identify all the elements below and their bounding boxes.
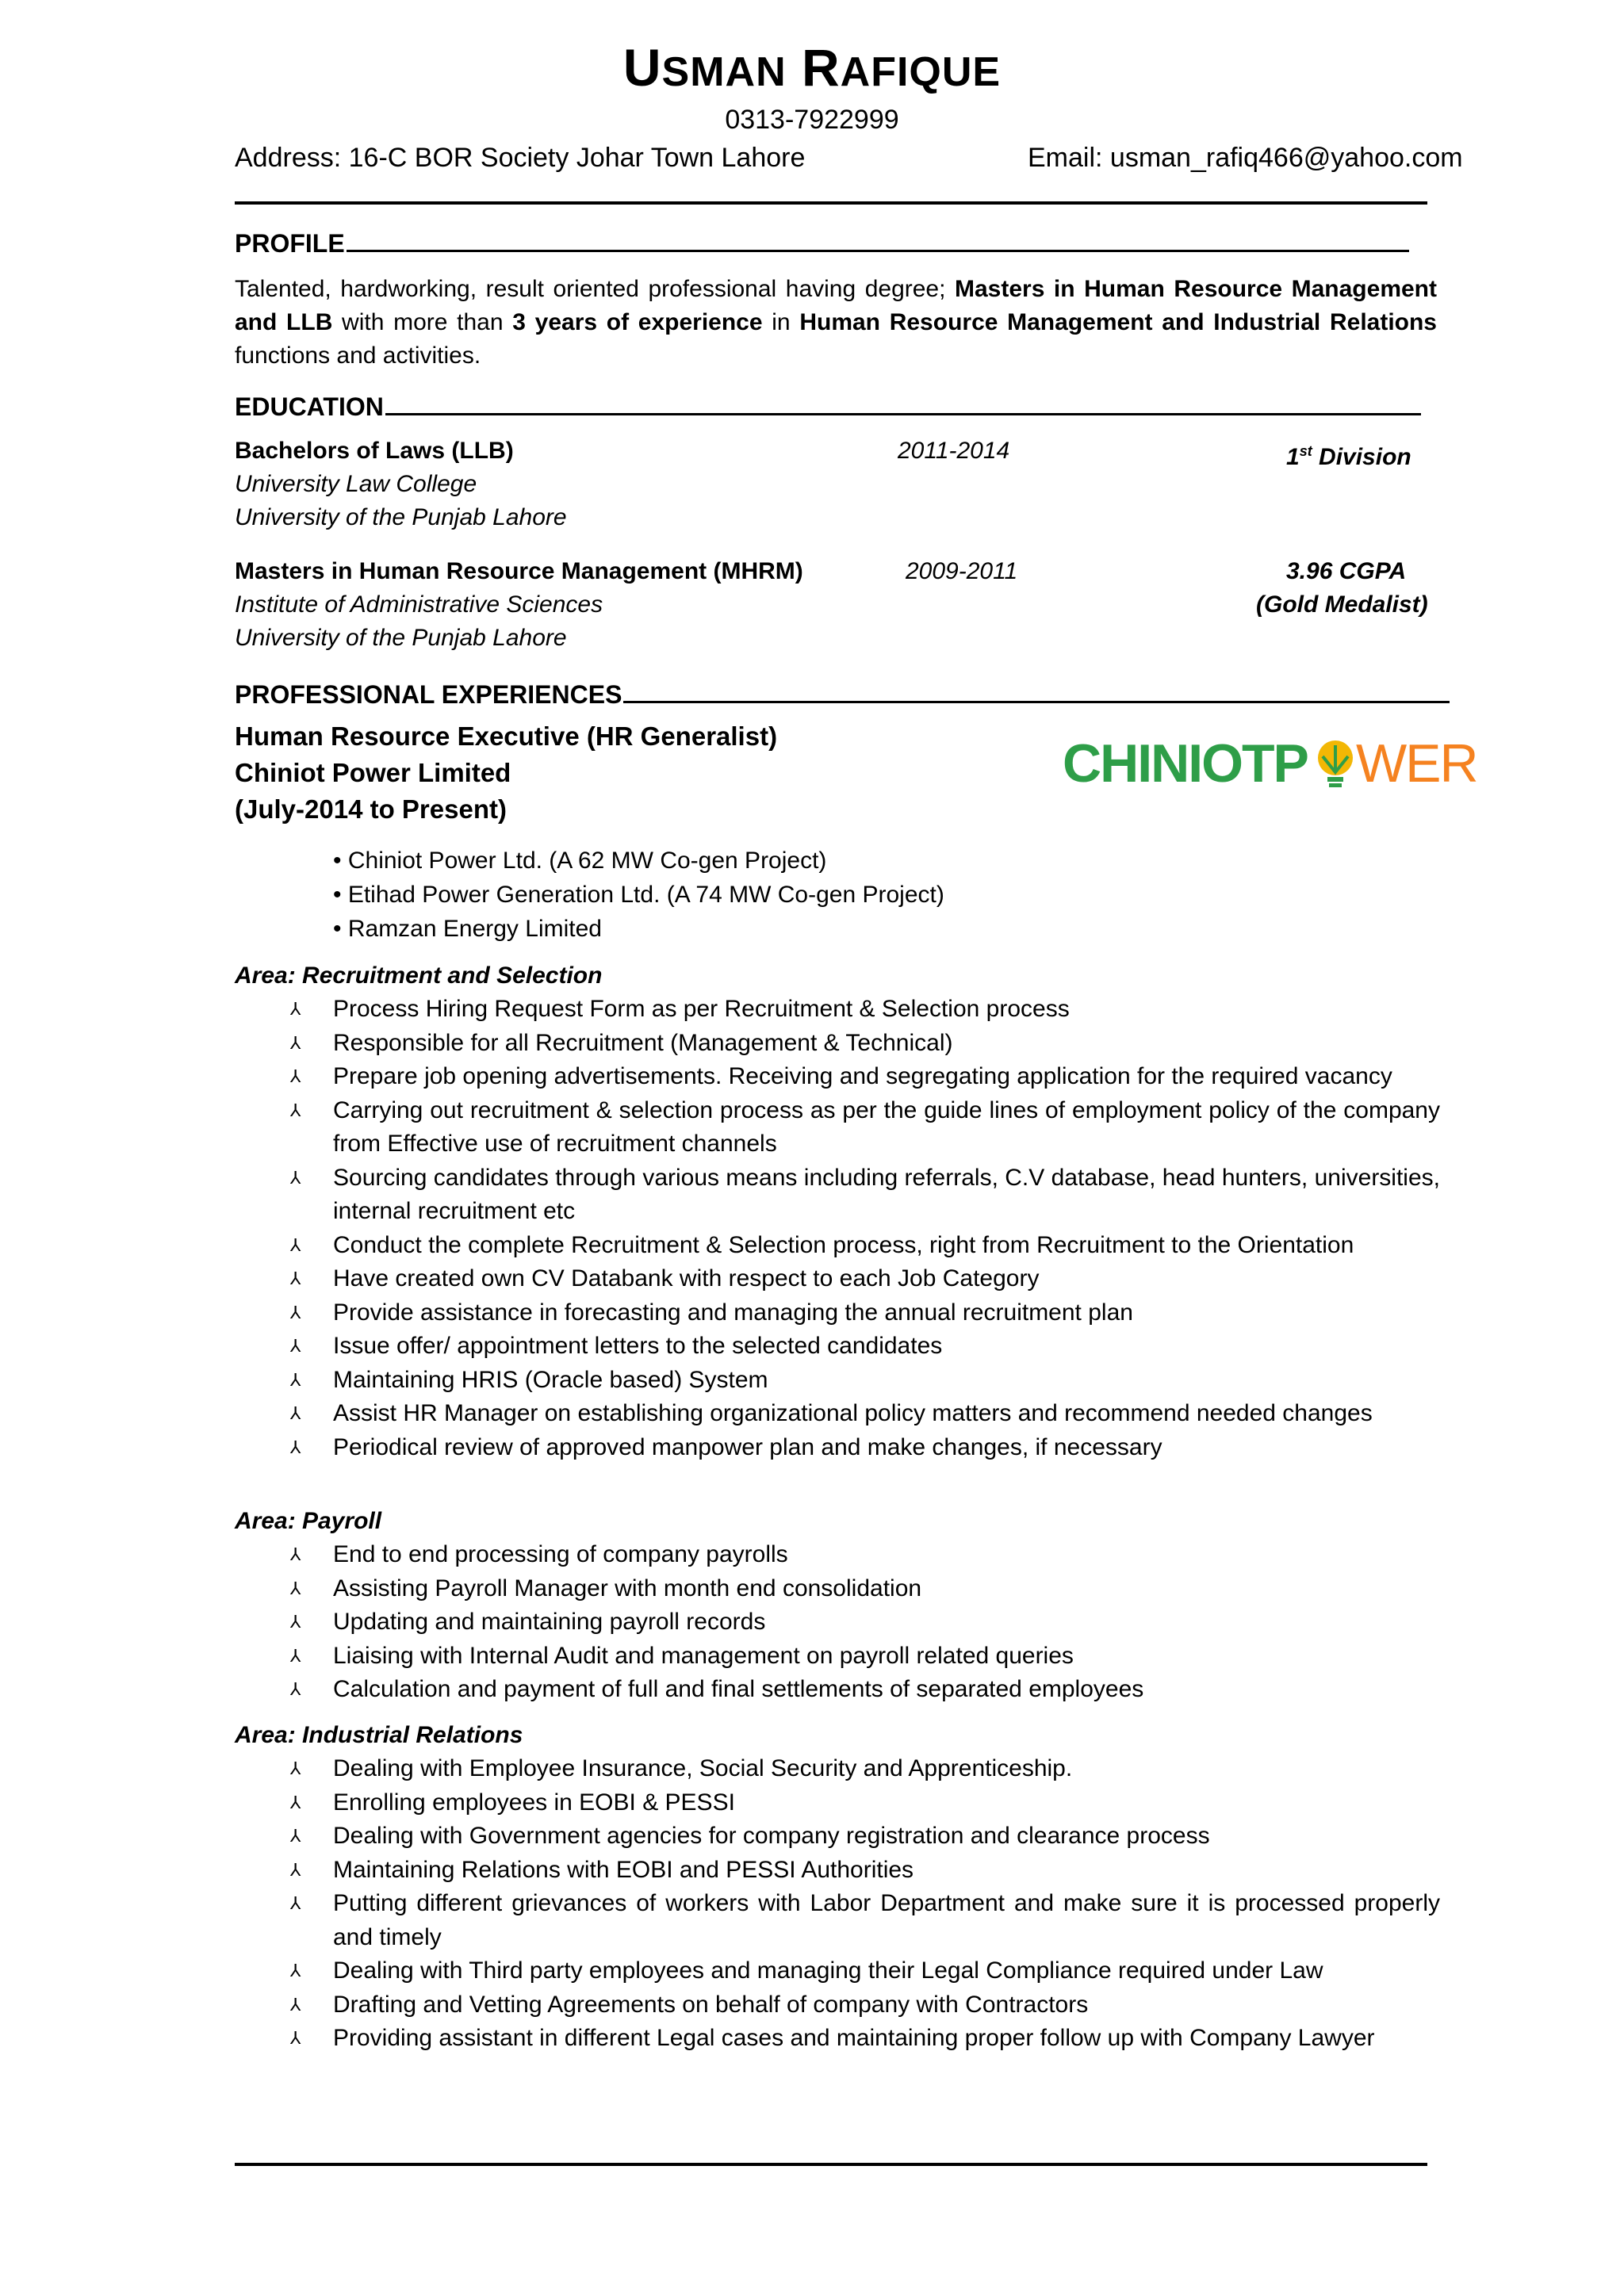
header-divider [235,201,1427,205]
section-heading-profile: PROFILE [235,227,1409,260]
list-item: ⅄ Dealing with Government agencies for company registration and clearance process [290,1820,1440,1854]
list-item: ⅄ Issue offer/ appointment letters to the selected candidates [290,1330,1440,1364]
degree-award: (Gold Medalist) [1256,591,1428,618]
bullet-icon: ⅄ [290,1758,301,1778]
email: Email: usman_rafiq466@yahoo.com [1028,143,1463,173]
address: Address: 16-C BOR Society Johar Town Lahore [235,143,806,173]
list-item: • Ramzan Energy Limited [333,916,602,942]
list-item: ⅄ End to end processing of company payrolls [290,1538,1440,1572]
bullet-icon: ⅄ [290,1961,301,1980]
degree-years: 2009-2011 [906,558,1018,584]
list-item: ⅄ Dealing with Third party employees and managing their Legal Compliance required under Law [290,1954,1440,1988]
list-item: ⅄ Maintaining Relations with EOBI and PESSI Authorities [290,1854,1440,1888]
area-heading-payroll: Area: Payroll [235,1508,382,1534]
bullet-icon: ⅄ [290,1403,301,1423]
list-item: ⅄ Calculation and payment of full and final settlements of separated employees [290,1673,1440,1707]
bullet-icon: ⅄ [290,1578,301,1598]
university: University of the Punjab Lahore [235,504,567,530]
list-item: ⅄ Dealing with Employee Insurance, Social Security and Apprenticeship. [290,1752,1440,1786]
bullet-icon: ⅄ [290,1234,301,1255]
list-item: • Chiniot Power Ltd. (A 62 MW Co-gen Project) [333,848,827,874]
candidate-name: USMAN RAFIQUE [622,38,1002,97]
bullet-icon: ⅄ [290,1336,301,1356]
list-item: ⅄ Process Hiring Request Form as per Recruitment & Selection process [290,993,1440,1027]
bullet-icon: ⅄ [290,1645,301,1666]
list-item: ⅄ Provide assistance in forecasting and managing the annual recruitment plan [290,1296,1440,1330]
logo-text-orange: WER [1356,733,1477,794]
footer-divider [235,2163,1427,2166]
list-item: • Etihad Power Generation Ltd. (A 74 MW Co-gen Project) [333,882,944,908]
bullet-icon: ⅄ [290,1167,301,1188]
list-item: ⅄ Liaising with Internal Audit and management on payroll related queries [290,1640,1440,1674]
area-heading-industrial-relations: Area: Industrial Relations [235,1722,523,1748]
list-item: ⅄ Assist HR Manager on establishing organizational policy matters and recommend needed changes [290,1397,1440,1431]
bullet-icon: ⅄ [290,1369,301,1390]
bullet-icon: ⅄ [290,1792,301,1812]
list-item: ⅄ Assisting Payroll Manager with month end consolidation [290,1572,1440,1606]
list-item: ⅄ Putting different grievances of workers with Labor Department and make sure it is processed properly and timely [290,1887,1440,1954]
degree-result: 3.96 CGPA [1286,558,1407,584]
bullet-icon: ⅄ [290,1066,301,1086]
degree-title: Bachelors of Laws (LLB) [235,438,514,464]
list-item: ⅄ Responsible for all Recruitment (Management & Technical) [290,1027,1440,1061]
list-item: ⅄ Providing assistant in different Legal cases and maintaining proper follow up with Company Lawyer [290,2022,1440,2056]
payroll-duties [290,1538,1440,1707]
bullet-icon: ⅄ [290,999,301,1019]
bullet-icon: ⅄ [290,1893,301,1913]
project-list [333,844,944,946]
bullet-icon: ⅄ [290,1679,301,1699]
section-heading-education: EDUCATION [235,390,1421,423]
bullet-icon: ⅄ [290,1826,301,1846]
institution: University Law College [235,471,477,497]
list-item: ⅄ Prepare job opening advertisements. Receiving and segregating application for the required vacancy [290,1060,1440,1094]
bullet-icon: ⅄ [290,1302,301,1322]
list-item: ⅄ Enrolling employees in EOBI & PESSI [290,1786,1440,1820]
bullet-icon: ⅄ [290,1437,301,1457]
bullet-icon: ⅄ [290,1544,301,1564]
chiniot-power-logo [1063,729,1477,801]
area-heading-recruitment: Area: Recruitment and Selection [235,962,603,989]
list-item: ⅄ Conduct the complete Recruitment & Selection process, right from Recruitment to the Orientation [290,1229,1440,1263]
bullet-icon: ⅄ [290,1032,301,1053]
list-item: ⅄ Maintaining HRIS (Oracle based) System [290,1364,1440,1398]
job-period: (July-2014 to Present) [235,794,507,824]
bullet-icon: ⅄ [290,2028,301,2048]
company-name: Chiniot Power Limited [235,758,511,787]
bullet-icon: ⅄ [290,1100,301,1120]
section-heading-experience: PROFESSIONAL EXPERIENCES [235,678,1450,711]
list-item: ⅄ Updating and maintaining payroll records [290,1605,1440,1640]
bulb-icon [1318,740,1353,787]
bullet-icon: ⅄ [290,1612,301,1632]
recruitment-duties [290,993,1440,1464]
institution: Institute of Administrative Sciences [235,591,603,618]
degree-result: 1st Division [1286,443,1411,470]
list-item: ⅄ Sourcing candidates through various means including referrals, C.V database, head hunters, universities, internal recruitment etc [290,1161,1440,1229]
bullet-icon: ⅄ [290,1994,301,2015]
degree-title: Masters in Human Resource Management (MHRM) [235,558,803,584]
list-item: ⅄ Drafting and Vetting Agreements on behalf of company with Contractors [290,1988,1440,2022]
industrial-relations-duties [290,1752,1440,2056]
list-item: ⅄ Carrying out recruitment & selection process as per the guide lines of employment policy of the company from Effective use of recruitment channels [290,1094,1440,1161]
university: University of the Punjab Lahore [235,625,567,651]
list-item: ⅄ Periodical review of approved manpower plan and make changes, if necessary [290,1431,1440,1465]
logo-text-green: CHINIOTP [1063,733,1308,794]
degree-years: 2011-2014 [898,438,1010,464]
list-item: ⅄ Have created own CV Databank with respect to each Job Category [290,1262,1440,1296]
profile-summary: Talented, hardworking, result oriented professional having degree; Masters in Human Resource Management and LLB with more than 3 years of experience in Human Resource Management and Industrial Relations functions and activities. [235,276,1437,369]
phone-number: 0313-7922999 [725,105,899,135]
bullet-icon: ⅄ [290,1269,301,1288]
bullet-icon: ⅄ [290,1859,301,1880]
job-title: Human Resource Executive (HR Generalist) [235,721,778,751]
